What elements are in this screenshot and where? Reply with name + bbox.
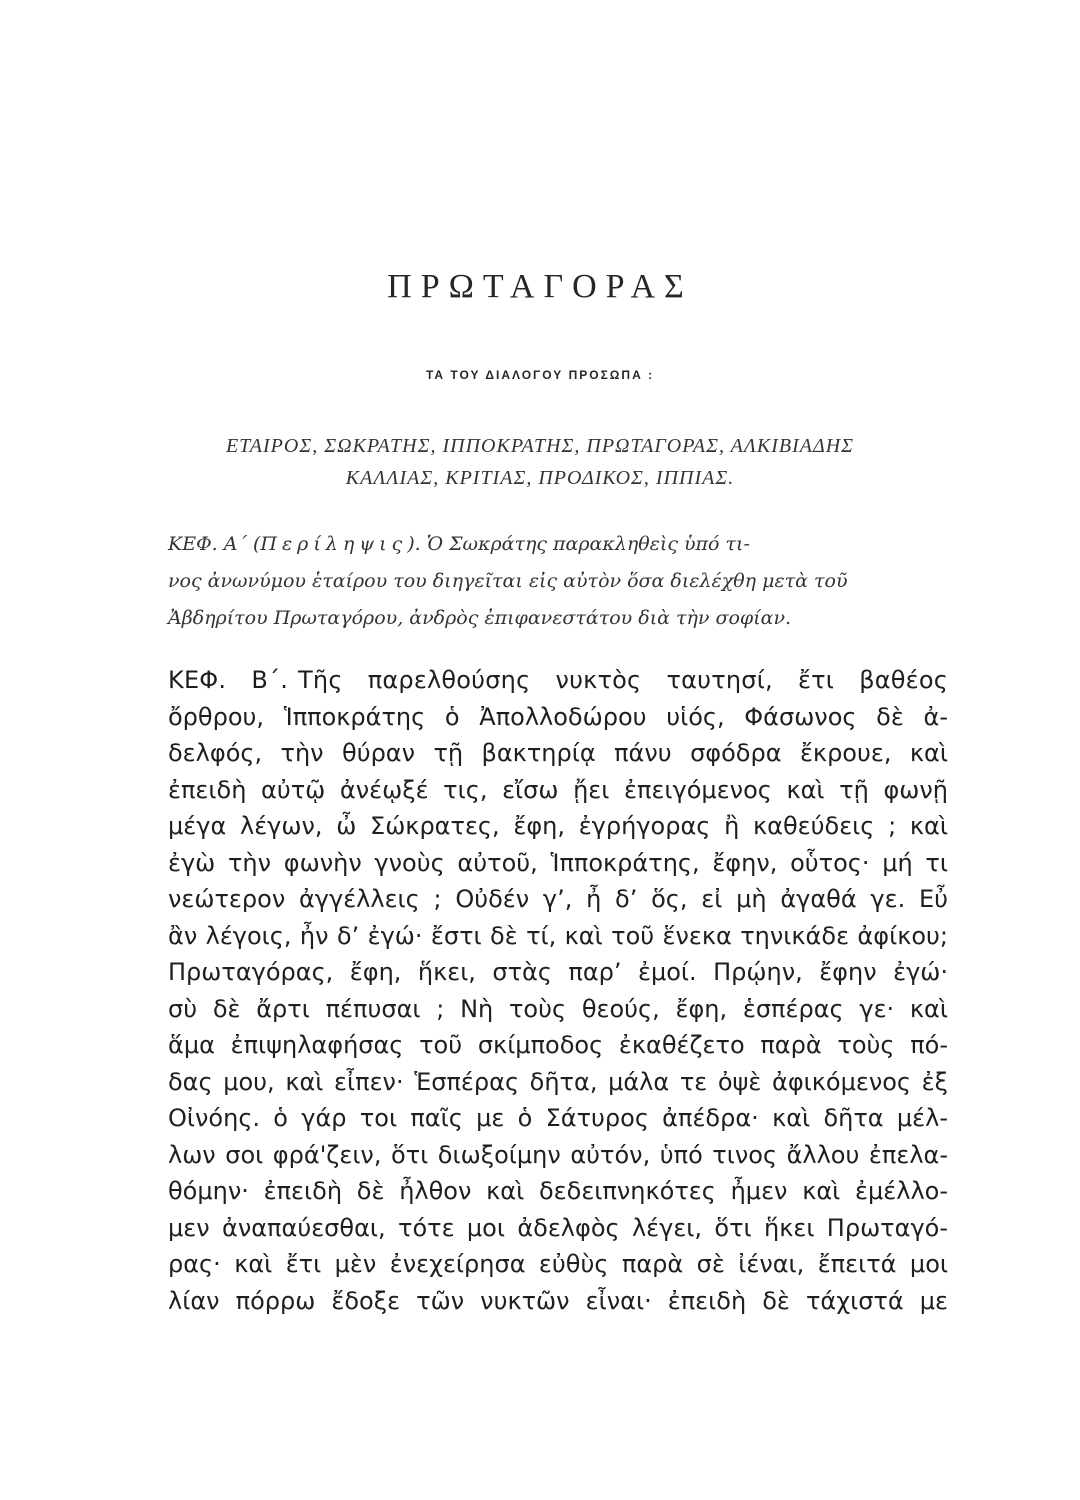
- chapter-b-line: Οἰνόης. ὁ γάρ τοι παῖς με ὁ Σάτυρος ἀπέδρα· καὶ δῆτα μέλ-: [168, 1104, 948, 1132]
- chapter-b-line: σὺ δὲ ἄρτι πέπυσαι ; Νὴ τοὺς θεούς, ἔφη, ἑσπέρας γε· καὶ: [168, 994, 948, 1023]
- chapter-b-line: μεν ἀναπαύεσθαι, τότε μοι ἀδελφὸς λέγει, ὅτι ἥκει Πρωταγό-: [168, 1213, 948, 1242]
- summary-chapter-word: Περίληψις: [260, 533, 408, 555]
- chapter-b-line: νεώτερον ἀγγέλλεις ; Οὐδέν γ’, ἦ δ’ ὅς, εἰ μὴ ἀγαθά γε. Εὖ: [168, 885, 948, 913]
- dramatis-personae-list: [120, 430, 960, 494]
- dramatis-personae-heading: ΤΑ ΤΟΥ ΔΙΑΛΟΓΟΥ ΠΡΟΣΩΠΑ :: [425, 368, 655, 382]
- dialogue-title: ΠΡΩΤΑΓΟΡΑΣ: [387, 268, 693, 305]
- chapter-b-line: Πρωταγόρας, ἔφη, ἥκει, στὰς παρ’ ἐμοί. Πρῴην, ἔφην ἐγώ·: [168, 958, 948, 986]
- persons-line-1: ΕΤΑΙΡΟΣ, ΣΩΚΡΑΤΗΣ, ΙΠΠΟΚΡΑΤΗΣ, ΠΡΩΤΑΓΟΡΑΣ, ΑΛΚΙΒΙΑΔΗΣ: [225, 435, 855, 457]
- chapter-b-line: μέγα λέγων, ὦ Σώκρατες, ἔφη, ἐγρήγορας ἢ καθεύδεις ; καὶ: [168, 812, 948, 840]
- summary-line-3: Ἀβδηρίτου Πρωταγόρου, ἀνδρὸς ἐπιφανεστάτου διὰ τὴν σοφίαν.: [168, 607, 792, 629]
- chapter-b-line: ὄρθρου, Ἱπποκράτης ὁ Ἀπολλοδώρου υἱός, Φάσωνος δὲ ἀ-: [168, 702, 948, 731]
- persons-line-2: ΚΑΛΛΙΑΣ, ΚΡΙΤΙΑΣ, ΠΡΟΔΙΚΟΣ, ΙΠΠΙΑΣ.: [345, 467, 735, 489]
- chapter-b-line-1: [168, 662, 948, 699]
- chapter-b-line: ἐπειδὴ αὐτῷ ἀνέῳξέ τις, εἴσω ᾔει ἐπειγόμενος καὶ τῇ φωνῇ: [168, 775, 948, 804]
- chapter-a-summary: [168, 526, 948, 637]
- chapter-b-line: θόμην· ἐπειδὴ δὲ ἦλθον καὶ δεδειπνηκότες ἦμεν καὶ ἐμέλλο-: [168, 1177, 948, 1205]
- chapter-b-line: ἅμα ἐπιψηλαφήσας τοῦ σκίμποδος ἐκαθέζετο παρὰ τοὺς πό-: [168, 1031, 948, 1059]
- chapter-b-line: ἂν λέγοις, ἦν δ’ ἐγώ· ἔστι δὲ τί, καὶ τοῦ ἕνεκα τηνικάδε ἀφίκου;: [168, 921, 948, 950]
- summary-line-1-text: Ὁ Σωκράτης παρακληθεὶς ὑπό τι-: [420, 533, 750, 555]
- chapter-b-line: λων σοι φρά'ζειν, ὅτι διωξοίμην αὐτόν, ὑπό τινος ἄλλου ἐπελα-: [168, 1140, 948, 1169]
- chapter-b-line: ἐγὼ τὴν φωνὴν γνοὺς αὐτοῦ, Ἱπποκράτης, ἔφην, οὗτος· μή τι: [168, 848, 948, 877]
- chapter-b-text: [168, 662, 948, 1319]
- summary-line-1: [168, 526, 948, 563]
- chapter-b-line: δας μου, καὶ εἶπεν· Ἑσπέρας δῆτα, μάλα τε ὀψὲ ἀφικόμενος ἐξ: [168, 1067, 948, 1096]
- chapter-b-line: λίαν πόρρω ἔδοξε τῶν νυκτῶν εἶναι· ἐπειδὴ δὲ τάχιστά με: [168, 1286, 948, 1315]
- summary-chapter-label: ΚΕΦ. Α΄ (: [168, 533, 261, 555]
- chapter-b-line: δελφός, τὴν θύραν τῇ βακτηρίᾳ πάνυ σφόδρα ἔκρουε, καὶ: [168, 739, 948, 767]
- chapter-b-label: ΚΕΦ. Β΄.: [168, 666, 289, 694]
- chapter-b-line: ρας· καὶ ἔτι μὲν ἐνεχείρησα εὐθὺς παρὰ σὲ ἰέναι, ἔπειτά μοι: [168, 1250, 948, 1278]
- chapter-b-first-line-text: Τῆς παρελθούσης νυκτὸς ταυτησί, ἔτι βαθέος: [298, 666, 949, 694]
- summary-chapter-close: ).: [407, 533, 421, 555]
- summary-line-2: νος ἀνωνύμου ἑταίρου του διηγεῖται εἰς αὐτὸν ὅσα διελέχθη μετὰ τοῦ: [168, 570, 848, 592]
